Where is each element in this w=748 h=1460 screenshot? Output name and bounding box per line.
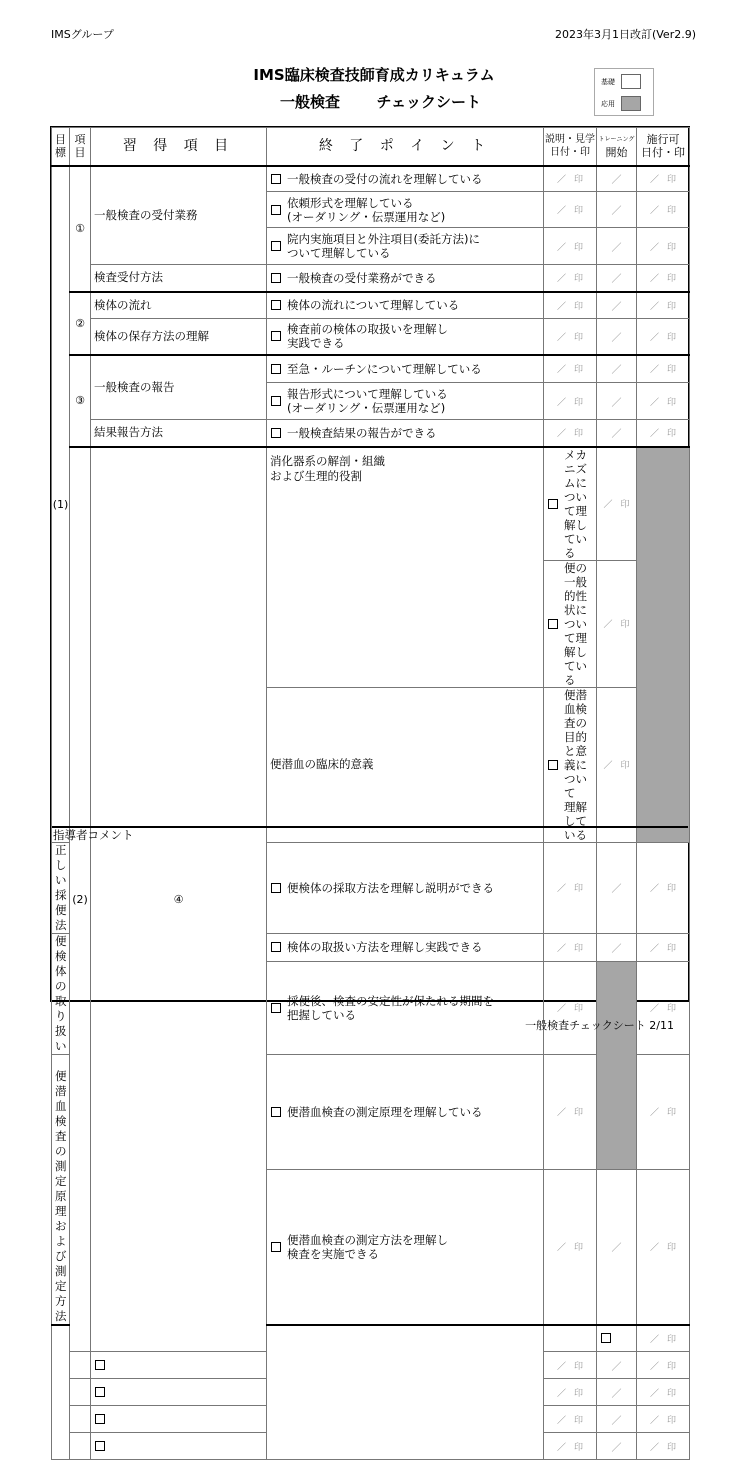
table-row	[52, 420, 690, 447]
item-2: ②	[70, 292, 91, 355]
explain-date-cell[interactable]	[544, 355, 597, 383]
blank-skill-cell[interactable]	[70, 1352, 91, 1379]
legend-basic	[601, 74, 641, 89]
page-title: IMS臨床検査技師育成カリキュラム	[253, 66, 495, 84]
slash-mark: ／	[603, 500, 613, 510]
seal-mark: 印	[667, 1108, 677, 1119]
slash-mark: ／	[603, 620, 613, 630]
legend-basic-swatch	[621, 74, 641, 89]
training-cell[interactable]	[597, 192, 637, 228]
seal-mark: 印	[574, 301, 584, 312]
point-text: 一般検査結果の報告ができる	[287, 425, 437, 440]
training-cell[interactable]	[597, 166, 637, 192]
slash-mark: ／	[649, 1243, 659, 1254]
slash-mark: ／	[556, 1004, 566, 1014]
checkbox[interactable]	[271, 396, 281, 406]
seal-mark: 印	[667, 397, 677, 408]
slash-mark: ／	[611, 429, 622, 441]
done-date-cell[interactable]	[637, 420, 690, 447]
checkbox[interactable]	[271, 1242, 281, 1252]
training-cell[interactable]	[597, 319, 637, 355]
seal-mark: 印	[667, 1243, 677, 1254]
slash-mark: ／	[649, 332, 659, 343]
col-done-top: 施行可	[646, 133, 680, 147]
slash-mark: ／	[603, 761, 613, 771]
revision-date: 2023年3月1日改訂(Ver2.9)	[554, 28, 696, 41]
seal-mark: 印	[667, 943, 677, 954]
point-cell	[267, 383, 544, 420]
training-cell[interactable]	[597, 383, 637, 420]
slash-mark: ／	[649, 1108, 659, 1119]
slash-mark: ／	[649, 429, 659, 440]
table-row	[52, 355, 690, 383]
slash-mark: ／	[611, 1415, 622, 1427]
slash-mark: ／	[556, 1243, 566, 1254]
seal-mark: 印	[667, 301, 677, 312]
point-text: 便潜血検査の測定原理を理解している	[287, 1104, 483, 1119]
slash-mark: ／	[649, 301, 659, 312]
blank-item-cell	[267, 1325, 544, 1460]
instructor-comment-label: 指導者コメント	[53, 828, 134, 842]
slash-mark: ／	[649, 1334, 659, 1345]
point-text: 検査前の検体の取扱いを理解し 実践できる	[287, 322, 448, 351]
slash-mark: ／	[556, 365, 566, 376]
table-row	[52, 447, 690, 561]
done-date-cell[interactable]	[637, 1054, 690, 1170]
seal-mark: 印	[620, 620, 630, 630]
slash-mark: ／	[556, 175, 566, 186]
slash-mark: ／	[611, 397, 622, 409]
point-text: 至急・ルーチンについて理解している	[287, 361, 482, 376]
seal-mark: 印	[574, 1243, 584, 1254]
seal-mark: 印	[574, 1004, 584, 1014]
skill-label: 結果報告方法	[91, 420, 267, 447]
done-date-cell[interactable]	[637, 166, 690, 192]
training-cell[interactable]	[597, 292, 637, 319]
point-text: 便潜血検査の目的と意義について 理解している	[564, 687, 587, 842]
point-cell	[91, 1406, 267, 1433]
checkbox[interactable]	[601, 1333, 611, 1343]
point-cell	[597, 1325, 637, 1352]
point-text: 採便後、検査の安定性が保たれる期間を 把握している	[287, 993, 494, 1022]
slash-mark: ／	[611, 332, 622, 344]
seal-mark: 印	[667, 1388, 677, 1399]
item-4: ④	[91, 447, 267, 1352]
seal-mark: 印	[667, 884, 677, 894]
table-row	[52, 166, 690, 192]
checkbox[interactable]	[548, 499, 558, 509]
col-point: 終 了 ポ イ ン ト	[267, 128, 544, 166]
point-cell	[267, 292, 544, 319]
explain-date-cell[interactable]	[544, 265, 597, 292]
point-text: 便の一般的性状について理解している	[564, 560, 587, 687]
slash-mark: ／	[649, 397, 659, 408]
checkbox[interactable]	[548, 760, 558, 770]
seal-mark: 印	[574, 1442, 584, 1453]
seal-mark: 印	[667, 175, 677, 186]
done-date-cell[interactable]	[637, 355, 690, 383]
seal-mark: 印	[667, 242, 677, 253]
slash-mark: ／	[649, 274, 659, 285]
point-cell	[544, 687, 597, 842]
point-cell	[544, 447, 597, 561]
point-cell	[91, 1379, 267, 1406]
point-text: 一般検査の受付業務ができる	[287, 270, 437, 285]
slash-mark: ／	[611, 274, 622, 286]
blank-skill-cell[interactable]	[70, 1379, 91, 1406]
legend-applied-swatch	[621, 96, 641, 111]
slash-mark: ／	[556, 242, 566, 253]
checkbox[interactable]	[95, 1360, 105, 1370]
col-goal: 目標	[52, 128, 70, 166]
point-cell	[267, 420, 544, 447]
slash-mark: ／	[611, 1243, 622, 1255]
skill-label: 便潜血検査の測定原理 および測定方法	[52, 1054, 70, 1325]
slash-mark: ／	[649, 175, 659, 186]
done-date-cell[interactable]	[637, 1433, 690, 1460]
explain-date-cell[interactable]	[544, 1433, 597, 1460]
slash-mark: ／	[556, 332, 566, 343]
training-cell[interactable]	[597, 1379, 637, 1406]
seal-mark: 印	[574, 332, 584, 343]
seal-mark: 印	[667, 206, 677, 216]
training-cell[interactable]	[597, 1406, 637, 1433]
blank-skill-cell[interactable]	[70, 1406, 91, 1433]
header-row	[52, 128, 690, 166]
slash-mark: ／	[611, 242, 622, 254]
done-date-cell[interactable]	[637, 192, 690, 228]
col-done-bottom: 日付・印	[641, 146, 685, 160]
slash-mark: ／	[649, 242, 659, 253]
skill-label: 一般検査の受付業務	[91, 166, 267, 265]
seal-mark: 印	[574, 175, 584, 186]
seal-mark: 印	[574, 429, 584, 440]
page-subtitle	[280, 91, 481, 112]
checkbox[interactable]	[271, 300, 281, 310]
point-text: メカニズムについて理解している	[564, 447, 587, 560]
seal-mark: 印	[574, 1108, 584, 1119]
explain-date-cell[interactable]	[544, 1379, 597, 1406]
point-cell	[91, 1352, 267, 1379]
col-explain-bottom: 日付・印	[550, 147, 590, 159]
blank-goal-cell	[52, 1325, 70, 1460]
point-text: 便検体の採取方法を理解し説明ができる	[287, 880, 494, 895]
training-cell[interactable]	[597, 265, 637, 292]
seal-mark: 印	[667, 1334, 677, 1345]
seal-mark: 印	[667, 274, 677, 285]
skill-label: 便潜血の臨床的意義	[267, 687, 544, 842]
blank-skill-cell[interactable]	[70, 1433, 91, 1460]
slash-mark: ／	[611, 884, 622, 895]
skill-label: 便検体の取り扱い	[52, 933, 70, 1054]
slash-mark: ／	[649, 1415, 659, 1426]
explain-date-cell[interactable]	[544, 1054, 597, 1170]
slash-mark: ／	[556, 1442, 566, 1453]
skill-label: 検体の流れ	[91, 292, 267, 319]
skill-label: 検査受付方法	[91, 265, 267, 292]
explain-date-cell[interactable]	[637, 1325, 690, 1352]
skill-label: 一般検査の報告	[91, 355, 267, 420]
skill-label: 正しい採便法	[52, 842, 70, 933]
done-date-cell[interactable]	[637, 292, 690, 319]
slash-mark: ／	[556, 301, 566, 312]
slash-mark: ／	[556, 1415, 566, 1426]
done-date-cell[interactable]	[637, 319, 690, 355]
training-cell[interactable]	[597, 1433, 637, 1460]
checkbox[interactable]	[271, 241, 281, 251]
checklist-table	[51, 127, 690, 1460]
seal-mark: 印	[667, 1004, 677, 1014]
table-row	[52, 265, 690, 292]
explain-date-cell[interactable]	[544, 166, 597, 192]
checkbox[interactable]	[95, 1387, 105, 1397]
explain-date-cell[interactable]	[544, 192, 597, 228]
slash-mark: ／	[649, 1361, 659, 1372]
seal-mark: 印	[620, 761, 630, 771]
col-done	[637, 128, 690, 166]
done-date-cell[interactable]	[637, 383, 690, 420]
done-date-cell[interactable]	[637, 228, 690, 265]
point-cell	[267, 228, 544, 265]
seal-mark: 印	[574, 1361, 584, 1372]
slash-mark: ／	[649, 365, 659, 376]
seal-mark: 印	[574, 943, 584, 954]
col-training	[597, 128, 637, 166]
seal-mark: 印	[667, 429, 677, 440]
done-date-cell[interactable]	[637, 1379, 690, 1406]
checkbox[interactable]	[271, 174, 281, 184]
col-explain	[544, 128, 597, 166]
slash-mark: ／	[611, 1442, 622, 1454]
col-training-small: トレーニング	[598, 136, 635, 144]
col-item: 項目	[70, 128, 91, 166]
legend-basic-label: 基礎	[601, 77, 615, 86]
slash-mark: ／	[611, 943, 622, 955]
page-footer: 一般検査チェックシート 2/11	[525, 1019, 674, 1032]
explain-date-cell[interactable]	[597, 687, 637, 842]
explain-date-cell[interactable]	[597, 447, 637, 561]
seal-mark: 印	[620, 500, 630, 510]
subtitle-checksheet: チェックシート	[376, 93, 482, 111]
slash-mark: ／	[649, 943, 659, 954]
table-row	[52, 319, 690, 355]
slash-mark: ／	[611, 1388, 622, 1400]
point-cell	[544, 560, 597, 687]
slash-mark: ／	[649, 1004, 659, 1014]
checkbox[interactable]	[271, 205, 281, 215]
seal-mark: 印	[667, 365, 677, 376]
seal-mark: 印	[667, 332, 677, 343]
slash-mark: ／	[611, 206, 622, 217]
seal-mark: 印	[667, 1361, 677, 1372]
legend-applied-label: 応用	[601, 99, 615, 108]
slash-mark: ／	[649, 1388, 659, 1399]
point-text: 検体の流れについて理解している	[287, 298, 460, 313]
point-text: 便潜血検査の測定方法を理解し 検査を実施できる	[287, 1232, 448, 1261]
slash-mark: ／	[649, 206, 659, 216]
slash-mark: ／	[556, 429, 566, 440]
instructor-comment-area[interactable]	[52, 826, 688, 1002]
point-text: 依頼形式を理解している (オーダリング・伝票運用など)	[287, 195, 446, 224]
seal-mark: 印	[574, 884, 584, 894]
slash-mark: ／	[611, 301, 622, 313]
explain-date-cell[interactable]	[544, 1170, 597, 1325]
slash-mark: ／	[611, 1361, 622, 1373]
slash-mark: ／	[611, 175, 622, 187]
point-text: 報告形式について理解している (オーダリング・伝票運用など)	[287, 387, 448, 415]
training-cell[interactable]	[597, 355, 637, 383]
explain-date-cell[interactable]	[544, 1406, 597, 1433]
explain-date-cell[interactable]	[544, 319, 597, 355]
point-cell	[267, 265, 544, 292]
seal-mark: 印	[574, 397, 584, 408]
seal-mark: 印	[574, 274, 584, 285]
col-explain-top: 説明・見学	[545, 134, 595, 146]
training-cell[interactable]	[597, 420, 637, 447]
item-1: ①	[70, 166, 91, 292]
point-text: 検体の取扱い方法を理解し実践できる	[287, 940, 483, 954]
point-cell	[91, 1433, 267, 1460]
legend-box	[594, 68, 654, 116]
point-cell	[267, 1054, 544, 1170]
checkbox[interactable]	[271, 364, 281, 374]
explain-date-cell[interactable]	[544, 292, 597, 319]
checkbox[interactable]	[271, 1107, 281, 1117]
done-date-cell[interactable]	[637, 1352, 690, 1379]
slash-mark: ／	[556, 274, 566, 285]
training-cell[interactable]	[597, 1170, 637, 1325]
item-3: ③	[70, 355, 91, 447]
done-date-cell[interactable]	[637, 1406, 690, 1433]
col-skill: 習 得 項 目	[91, 128, 267, 166]
checkbox[interactable]	[271, 1003, 281, 1013]
org-name: IMSグループ	[51, 28, 114, 41]
slash-mark: ／	[556, 1388, 566, 1399]
legend-applied	[601, 96, 641, 111]
point-cell	[267, 1170, 544, 1325]
checkbox[interactable]	[95, 1441, 105, 1451]
seal-mark: 印	[574, 206, 584, 216]
slash-mark: ／	[556, 884, 566, 894]
subtitle-exam: 一般検査	[280, 93, 341, 111]
explain-date-cell[interactable]	[544, 383, 597, 420]
skill-label: 検体の保存方法の理解	[91, 319, 267, 355]
checkbox[interactable]	[271, 331, 281, 341]
slash-mark: ／	[556, 1108, 566, 1119]
slash-mark: ／	[649, 884, 659, 894]
checkbox[interactable]	[271, 273, 281, 283]
point-text: 院内実施項目と外注項目(委託方法)に ついて理解している	[287, 232, 480, 260]
slash-mark: ／	[649, 1442, 659, 1453]
slash-mark: ／	[556, 1361, 566, 1372]
point-cell	[267, 166, 544, 192]
table-row	[52, 292, 690, 319]
point-cell	[267, 319, 544, 355]
explain-date-cell[interactable]	[597, 560, 637, 687]
slash-mark: ／	[556, 397, 566, 408]
done-date-cell[interactable]	[637, 1170, 690, 1325]
slash-mark: ／	[556, 206, 566, 216]
training-cell[interactable]	[597, 228, 637, 265]
seal-mark: 印	[574, 242, 584, 253]
goal-1: (1)	[52, 166, 70, 843]
training-cell-applied	[637, 447, 690, 843]
seal-mark: 印	[574, 365, 584, 376]
point-cell	[267, 355, 544, 383]
explain-date-cell[interactable]	[544, 228, 597, 265]
checkbox[interactable]	[548, 619, 558, 629]
slash-mark: ／	[556, 943, 566, 954]
explain-date-cell[interactable]	[544, 1352, 597, 1379]
slash-mark: ／	[611, 365, 622, 377]
seal-mark: 印	[574, 1415, 584, 1426]
seal-mark: 印	[667, 1415, 677, 1426]
training-cell[interactable]	[597, 1352, 637, 1379]
blank-skill-cell[interactable]	[544, 1325, 597, 1352]
col-training-label: 開始	[605, 146, 628, 160]
explain-date-cell[interactable]	[544, 420, 597, 447]
done-date-cell[interactable]	[637, 265, 690, 292]
point-text: 一般検査の受付の流れを理解している	[287, 171, 483, 186]
checkbox[interactable]	[271, 428, 281, 438]
skill-label: 消化器系の解剖・組織 および生理的役割	[267, 447, 544, 688]
goal-2: (2)	[70, 447, 91, 1352]
point-cell	[267, 192, 544, 228]
seal-mark: 印	[574, 1388, 584, 1399]
seal-mark: 印	[667, 1442, 677, 1453]
checkbox[interactable]	[95, 1414, 105, 1424]
